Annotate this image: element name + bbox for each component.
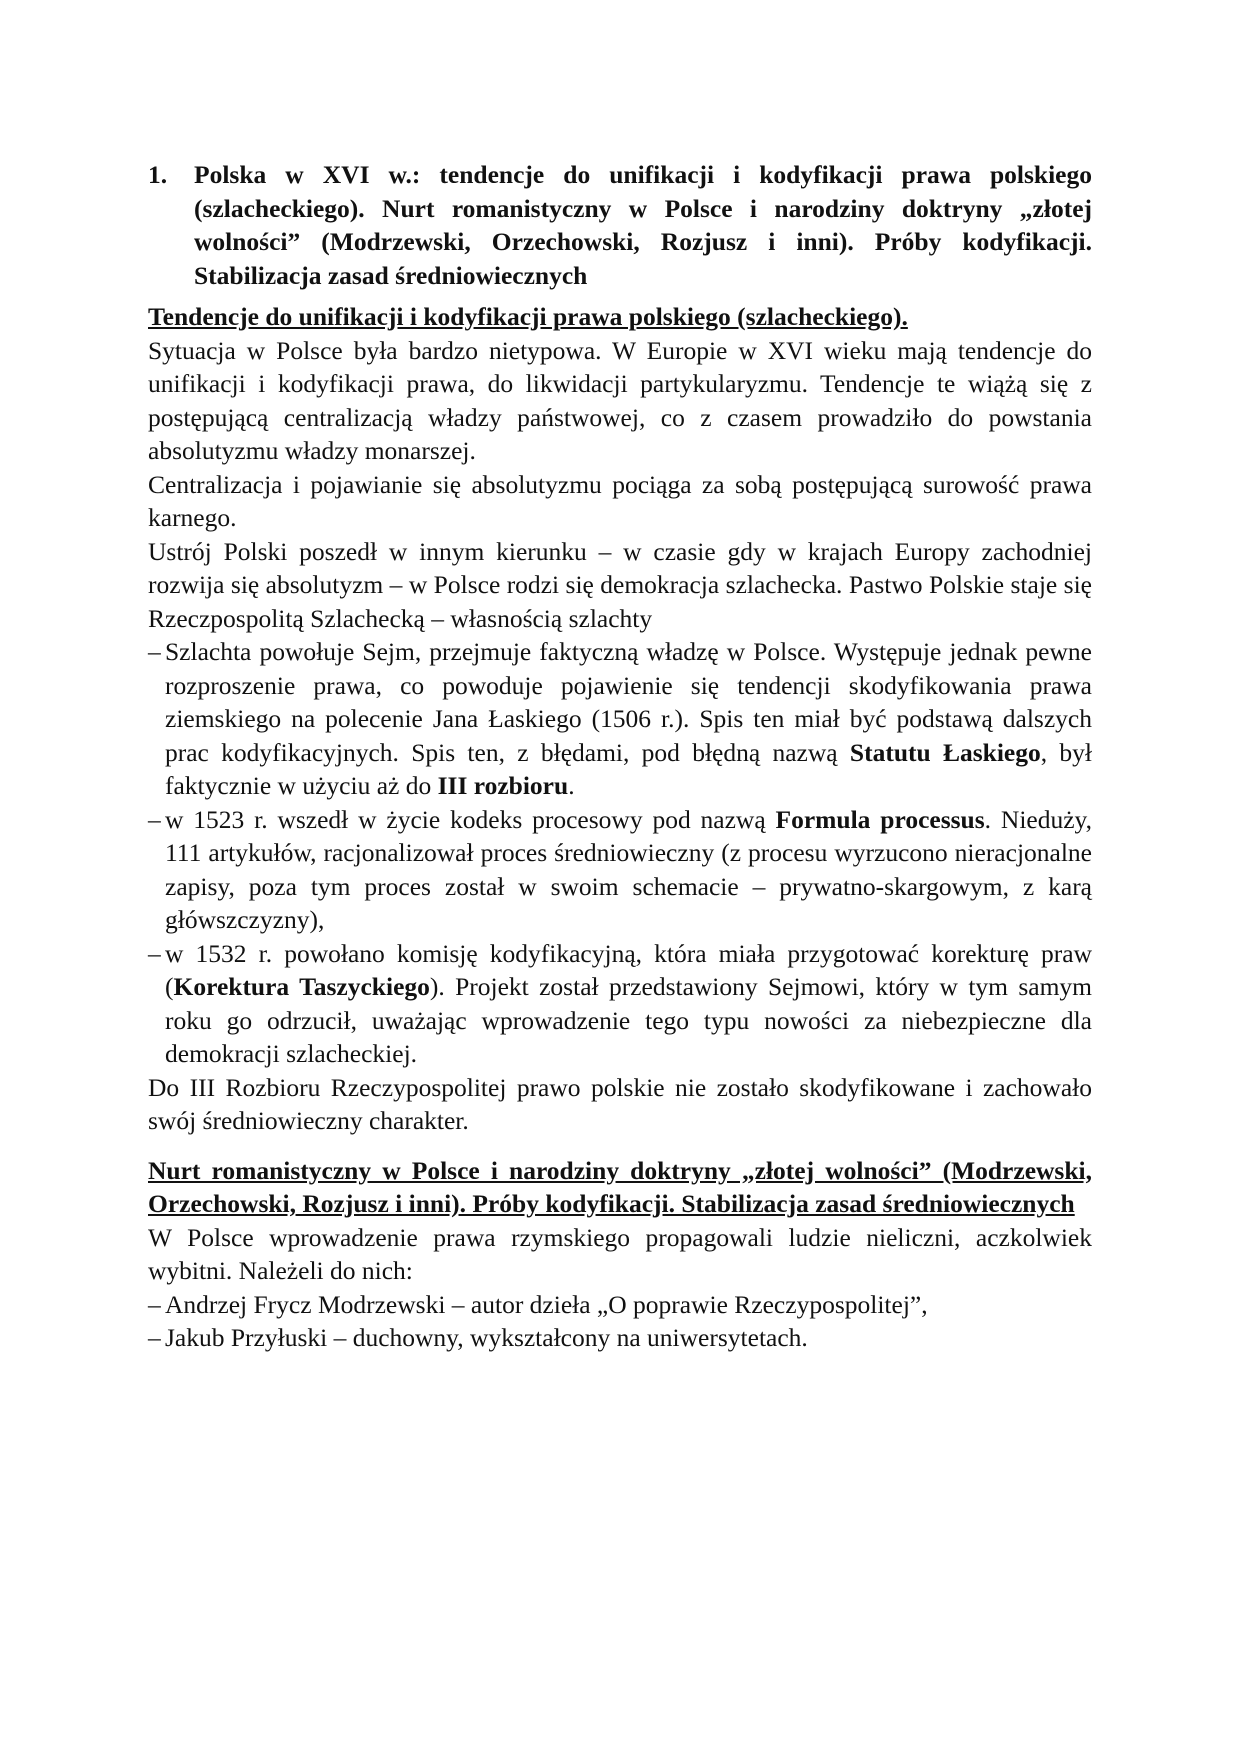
list-item-formula-processus: [148, 803, 1092, 937]
text-run: . Nieduży, 111 artykułów, racjonalizował proces średniowieczny (z procesu wyrzucono nieracjonalne zapisy, poza tym proces został w swoim schemacie – prywatno-skargowym, z karą główszczyzny),: [165, 804, 1093, 934]
list-item-korektura: [148, 937, 1092, 1071]
bold-term-formula-processus: Formula processus: [775, 804, 985, 834]
list-item-sejm: [148, 635, 1092, 803]
list-item-text: [165, 635, 1092, 803]
list-dash: –: [148, 637, 161, 666]
text-run: w 1532 r. powołano komisję kodyfikacyjną, która miała przygotować korekturę praw (: [165, 938, 1092, 1001]
bold-term-iii-rozbior: III rozbioru: [437, 771, 569, 800]
paragraph-polish-system: Ustrój Polski poszedł w innym kierunku – w czasie gdy w krajach Europy zachodniej rozwija się absolutyzm – w Polsce rodzi się demokracja szlachecka. Pastwo Polskie staje się Rzeczpospolitą Szlachecką – własnością szlachty: [148, 536, 1092, 633]
text-run: w 1523 r. wszedł w życie kodeks procesowy pod nazwą: [165, 804, 776, 834]
list-dash: –: [148, 1323, 161, 1352]
list-item-modrzewski: [148, 1288, 1092, 1322]
list-item-text: Jakub Przyłuski – duchowny, wykształcony na uniwersytetach.: [165, 1323, 808, 1352]
section-title: Polska w XVI w.: tendencje do unifikacji i kodyfikacji prawa polskiego (szlacheckiego). Nurt romanistyczny w Polsce i narodziny doktryny „złotej wolności” (Modrzewski, Orzechowski, Rozjusz i inni). Próby kodyfikacji. Stabilizacja zasad średniowiecznych: [194, 160, 1092, 290]
text-run: ). Projekt został przedstawiony Sejmowi, który w tym samym roku go odrzucił, uważając wprowadzenie tego typu nowości za niebezpieczne dla demokracji szlacheckiej.: [165, 972, 1092, 1068]
list-item-text: Andrzej Frycz Modrzewski – autor dzieła „O poprawie Rzeczypospolitej”,: [165, 1289, 928, 1319]
paragraph-iii-rozbior: Do III Rozbioru Rzeczypospolitej prawo polskie nie zostało skodyfikowane i zachowało swój średniowieczny charakter.: [148, 1072, 1092, 1135]
paragraph-centralization: Centralizacja i pojawianie się absolutyzmu pociąga za sobą postępującą surowość prawa karnego.: [148, 469, 1092, 532]
list-item-text: [165, 937, 1092, 1071]
subheading-unification: Tendencje do unifikacji i kodyfikacji prawa polskiego (szlacheckiego).: [148, 302, 908, 331]
document-content: [148, 158, 1092, 1355]
list-dash: –: [148, 938, 161, 968]
list-dash: –: [148, 1289, 161, 1319]
paragraph-situation: Sytuacja w Polsce była bardzo nietypowa. W Europie w XVI wieku mają tendencje do unifikacji i kodyfikacji prawa, do likwidacji partykularyzmu. Tendencje te wiążą się z postępującą centralizacją władzy państwowej, co z czasem prowadziło do powstania absolutyzmu władzy monarszej.: [148, 335, 1092, 465]
list-dash: –: [148, 804, 161, 834]
subheading-romanist-current: Nurt romanistyczny w Polsce i narodziny doktryny „złotej wolności” (Modrzewski, Orzechowski, Rozjusz i inni). Próby kodyfikacji. Stabilizacja zasad średniowiecznych: [148, 1155, 1092, 1218]
list-item-text: [165, 803, 1092, 937]
paragraph-roman-law: W Polsce wprowadzenie prawa rzymskiego propagowali ludzie nieliczni, aczkolwiek wybitni. Należeli do nich:: [148, 1222, 1092, 1285]
text-run: Szlachta powołuje Sejm, przejmuje faktyczną władzę w Polsce. Występuje jednak pewne rozproszenie prawa, co powoduje pojawienie się tendencji skodyfikowania prawa ziemskiego na polecenie Jana Łaskiego (1506 r.). Spis ten miał być podstawą dalszych prac kodyfikacyjnych. Spis ten, z błędami, pod błędną nazwą: [165, 637, 1092, 767]
bold-term-statut-laskiego: Statutu Łaskiego: [849, 737, 1041, 767]
text-run: .: [568, 771, 575, 800]
section-number: 1.: [148, 160, 168, 189]
bold-term-korektura-taszyckiego: Korektura Taszyckiego: [173, 972, 430, 1001]
section-heading: [148, 158, 1092, 292]
list-item-przyluski: [148, 1321, 1092, 1355]
text-run: , był faktycznie w użyciu aż do: [165, 737, 1093, 800]
